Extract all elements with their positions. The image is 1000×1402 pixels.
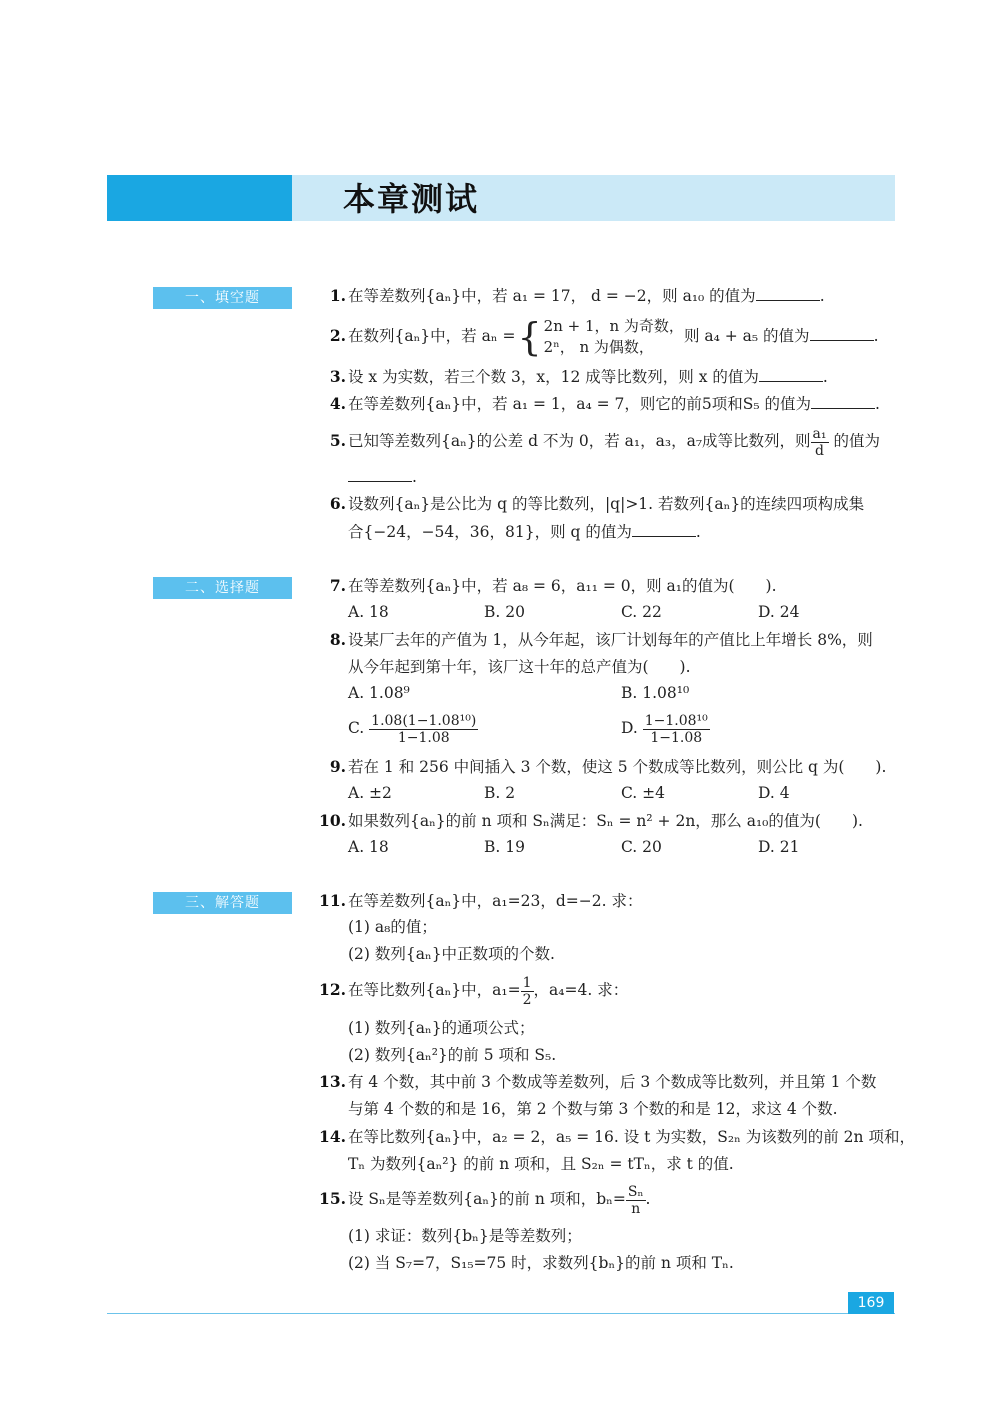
question-6-line2 [312,519,896,545]
question-3 [312,364,896,390]
answer-blank [632,520,696,537]
option-b: B. 1.08¹⁰ [621,684,690,702]
question-12 [312,972,896,1008]
question-14-line2 [312,1151,896,1177]
fraction-numerator: 1.08(1−1.08¹⁰) [371,712,477,729]
option-c [348,710,478,746]
question-end: . [412,468,417,486]
fraction-denominator: 1−1.08 [397,729,450,746]
question-12-part-1 [312,1015,896,1041]
question-15 [312,1181,896,1217]
section-label-answer: 三、解答题 [153,892,292,914]
question-10 [312,808,896,834]
question-2 [312,315,896,358]
fraction-numerator: 1−1.08¹⁰ [644,712,708,729]
sub-question: (1) 数列{aₙ}的通项公式； [348,1019,535,1037]
question-5 [312,424,896,459]
case-odd: 2n + 1，n 为奇数， [543,317,684,335]
question-text: 在数列{aₙ}中，若 aₙ = [348,327,516,345]
question-number: 6. [329,494,346,513]
fraction-numerator: 1 [522,974,532,991]
question-15-part-1 [312,1223,896,1249]
option-c: C. 20 [621,838,662,856]
answer-blank [756,284,820,301]
question-11-part-1 [312,914,896,940]
question-text: 在等差数列{aₙ}中，若 a₁ = 17， d = −2，则 a₁₀ 的值为 [348,287,756,305]
question-number: 5. [329,431,346,450]
option-b: B. 19 [484,838,525,856]
question-11-part-2 [312,941,896,967]
option-d: D. 4 [758,784,790,802]
option-c: C. ±4 [621,784,666,802]
question-number: 8. [329,630,346,649]
question-number: 3. [329,367,346,386]
fraction [811,426,829,459]
footer-divider [107,1313,895,1314]
fraction [521,975,534,1008]
sub-question: (2) 数列{aₙ}中正数项的个数. [348,945,555,963]
question-number: 13. [319,1072,346,1091]
question-12-part-2 [312,1042,896,1068]
question-1 [312,283,896,309]
question-tail: 则 a₄ + a₅ 的值为 [683,327,810,345]
section-label-fill-in: 一、填空题 [153,287,292,309]
option-label: D. [621,719,638,737]
question-number: 2. [329,326,346,345]
question-13-line2 [312,1096,896,1122]
question-text: 设 x 为实数，若三个数 3，x，12 成等比数列，则 x 的值为 [348,368,759,386]
question-text-line2: 从今年起到第十年，该厂这十年的总产值为( ). [348,658,691,676]
question-text: 已知等差数列{aₙ}的公差 d 不为 0，若 a₁，a₃，a₇成等比数列，则 [348,432,811,450]
question-text-line1: 设某厂去年的产值为 1，从今年起，该厂计划每年的产值比上年增长 8%，则 [348,631,873,649]
fraction [369,713,478,746]
option-d: D. 21 [758,838,800,856]
fraction-numerator: Sₙ [627,1183,644,1200]
option-b: B. 20 [484,603,525,621]
question-text-line2: Tₙ 为数列{aₙ²} 的前 n 项和，且 S₂ₙ = tTₙ，求 t 的值. [348,1155,734,1173]
option-label: C. [348,719,365,737]
question-number: 15. [319,1189,346,1208]
question-text: 在等比数列{aₙ}中，a₁= [348,981,521,999]
fraction [643,713,710,746]
page-title: 本章测试 [343,180,480,218]
answer-blank [811,392,875,409]
question-tail: . [645,1190,651,1208]
fraction-denominator: 1−1.08 [650,729,703,746]
question-text-line1: 设数列{aₙ}是公比为 q 的等比数列，|q|>1. 若数列{aₙ}的连续四项构成集 [348,495,865,513]
question-end: . [873,327,879,345]
question-text: 设 Sₙ是等差数列{aₙ}的前 n 项和，bₙ= [348,1190,626,1208]
question-4 [312,391,896,417]
page-number: 169 [848,1292,894,1314]
question-number: 12. [319,980,346,999]
fraction-denominator: 2 [522,991,532,1008]
question-tail: ，a₄=4. 求： [533,981,629,999]
question-end: . [819,287,825,305]
question-7 [312,573,896,599]
question-text-line2: 与第 4 个数的和是 16，第 2 个数与第 3 个数的和是 12，求这 4 个数. [348,1100,838,1118]
case-even: 2ⁿ， n 为偶数， [543,338,654,356]
question-text: 在等差数列{aₙ}中，若 a₈ = 6，a₁₁ = 0，则 a₁的值为( ). [348,577,777,595]
question-9 [312,754,896,780]
question-6 [312,491,896,517]
question-number: 1. [329,286,346,305]
sub-question: (1) 求证：数列{bₙ}是等差数列； [348,1227,582,1245]
question-end: . [695,523,701,541]
answer-blank [348,465,412,482]
sub-question: (2) 当 S₇=7，S₁₅=75 时，求数列{bₙ}的前 n 项和 Tₙ. [348,1254,734,1272]
question-end: . [875,395,880,413]
question-tail: 的值为 [833,432,880,450]
title-banner-accent [107,175,292,221]
brace-symbol: { [517,315,542,359]
option-a: A. 18 [348,603,389,621]
option-a: A. 18 [348,838,389,856]
answer-blank [759,365,823,382]
question-text: 若在 1 和 256 中间插入 3 个数，使这 5 个数成等比数列，则公比 q 为( ). [348,758,887,776]
question-14 [312,1124,915,1150]
fraction-denominator: d [815,442,824,459]
question-text-line2: 合{−24，−54，36，81}，则 q 的值为 [348,523,632,541]
question-number: 7. [329,576,346,595]
option-d [621,710,710,746]
sub-question: (1) a₈的值； [348,918,437,936]
question-number: 9. [329,757,346,776]
sub-question: (2) 数列{aₙ²}的前 5 项和 S₅. [348,1046,557,1064]
option-a: A. 1.08⁹ [348,684,410,702]
question-text: 如果数列{aₙ}的前 n 项和 Sₙ满足：Sₙ = n² + 2n，那么 a₁₀的值为( ). [348,812,863,830]
answer-blank [810,324,874,341]
question-8-line2 [312,654,896,680]
question-text: 在等差数列{aₙ}中，若 a₁ = 1，a₄ = 7，则它的前5项和S₅ 的值为 [348,395,812,413]
piecewise-cases [544,316,684,358]
question-15-part-2 [312,1250,896,1276]
question-number: 11. [319,891,346,910]
question-text: 在等差数列{aₙ}中，a₁=23，d=−2. 求： [348,892,643,910]
question-8 [312,627,896,653]
question-text-line1: 有 4 个数，其中前 3 个数成等差数列，后 3 个数成等比数列，并且第 1 个数 [348,1073,877,1091]
fraction-denominator: n [631,1200,641,1217]
option-d: D. 24 [758,603,800,621]
question-number: 4. [329,394,346,413]
option-c: C. 22 [621,603,662,621]
question-end: . [822,368,828,386]
option-b: B. 2 [484,784,516,802]
question-text-line1: 在等比数列{aₙ}中，a₂ = 2，a₅ = 16. 设 t 为实数，S₂ₙ 为该数列的前 2n 项和， [348,1128,915,1146]
question-number: 14. [319,1127,346,1146]
question-11 [312,888,896,914]
option-a: A. ±2 [348,784,392,802]
question-number: 10. [319,811,346,830]
fraction [626,1184,646,1217]
section-label-choice: 二、选择题 [153,577,292,599]
question-5-answer-line [312,464,896,490]
fraction-numerator: a₁ [812,425,827,442]
question-13 [312,1069,896,1095]
